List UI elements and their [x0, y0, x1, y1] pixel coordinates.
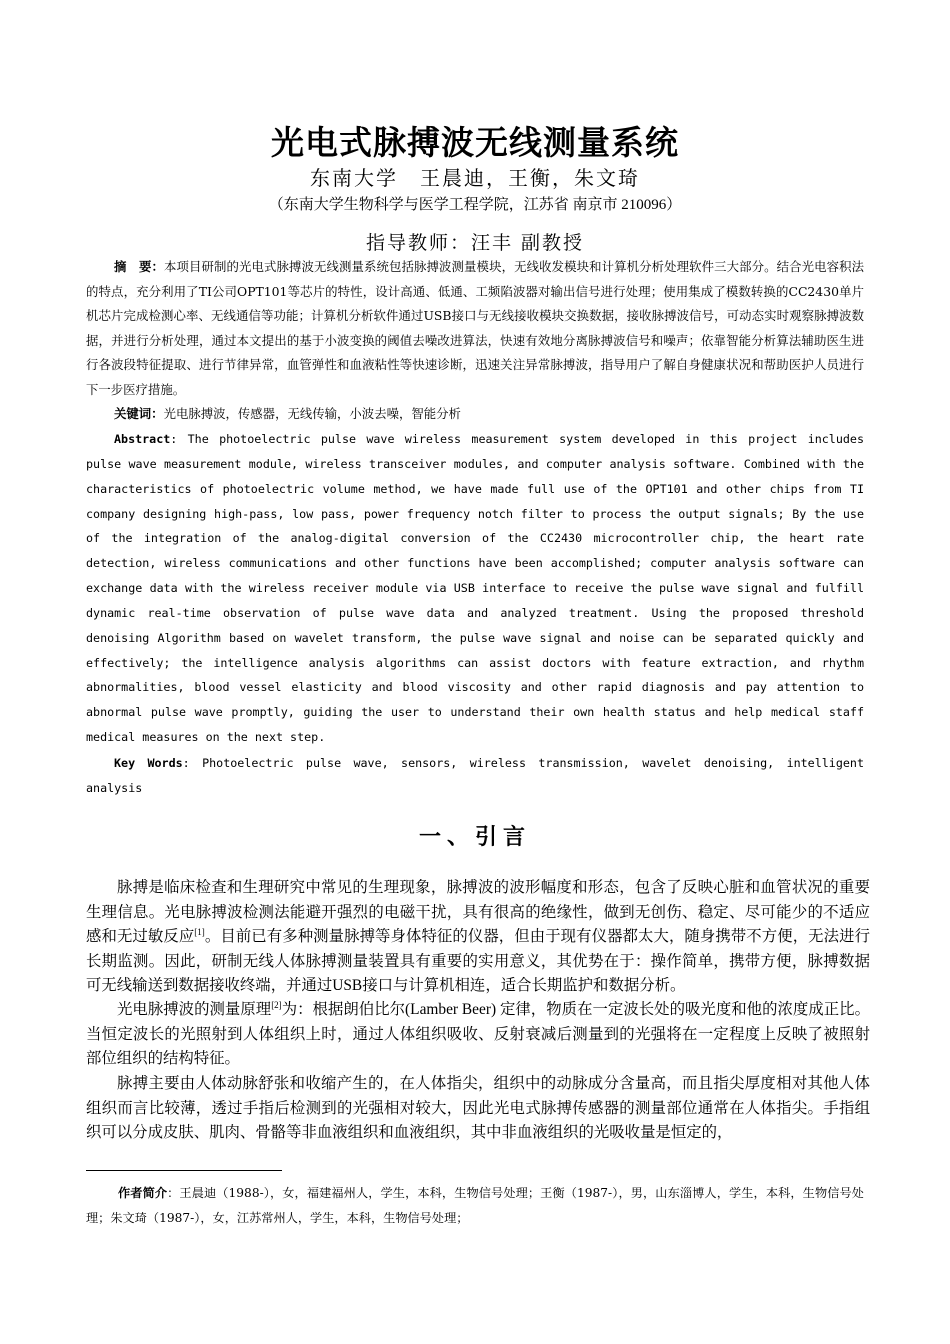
advisor-line: 指导教师：汪丰 副教授 — [365, 232, 585, 254]
footnote-label: 作者简介 — [118, 1186, 168, 1200]
author-footnote — [86, 1181, 864, 1231]
affiliation: （东南大学生物科学与医学工程学院，江苏省 南京市 210096） — [268, 197, 682, 213]
abstract-en-text: : The photoelectric pulse wave wireless measurement system developed in this project includes pulse wave measurement module, wireless transceiver modules, and computer analysis software. Combined with the characteristics of photoelectric volume method, we have made full use of the OPT101 and other chips from TI company designing high-pass, low pass, power frequency notch filter to process the output signals; By the use of the integration of the analog-digital conversion of the CC2430 microcontroller chip, the heart rate detection, wireless communications and other functions have been accomplished; computer analysis software can exchange data with the wireless receiver module via USB interface to receive the pulse wave signal and fulfill dynamic real-time observation of pulse wave data and analyzed treatment. Using the proposed threshold denoising Algorithm based on wavelet transform, the pulse wave signal and noise can be separated quickly and effectively; the intelligence analysis algorithms can assist doctors with feature extraction, and rhythm abnormalities, blood vessel elasticity and blood viscosity and other rapid diagnosis and pay attention to abnormal pulse wave promptly, guiding the user to understand their own health status and help medical staff medical measures on the next step. — [86, 432, 864, 745]
abstract-en-label: Abstract — [114, 432, 171, 446]
keywords-en-text: : Photoelectric pulse wave, sensors, wireless transmission, wavelet denoising, intelligent analysis — [86, 756, 864, 795]
keywords-english — [86, 751, 864, 801]
citation-ref: [1] — [194, 926, 205, 937]
body-paragraph — [86, 876, 870, 999]
citation-ref: [2] — [271, 999, 282, 1010]
abstract-cn-text: 本项目研制的光电式脉搏波无线测量系统包括脉搏波测量模块，无线收发模块和计算机分析处理软件三大部分。结合光电容积法的特点，充分利用了TI公司OPT101等芯片的特性，设计高通、低通、工频陷波器对输出信号进行处理；使用集成了模数转换的CC2430单片机芯片完成检测心率、无线通信等功能；计算机分析软件通过USB接口与无线接收模块交换数据，接收脉搏波信号，可动态实时观察脉搏波数据，并进行分析处理，通过本文提出的基于小波变换的阈值去噪改进算法，快速有效地分离脉搏波信号和噪声；依靠智能分析算法辅助医生进行各波段特征提取、进行节律异常，血管弹性和血液粘性等快速诊断，迅速关注异常脉搏波，指导用户了解自身健康状况和帮助医护人员进行下一步医疗措施。 — [86, 259, 865, 397]
section-heading: 一、引言 — [418, 825, 531, 850]
keywords-cn-label: 关键词： — [114, 406, 164, 421]
footnote-divider — [86, 1170, 282, 1171]
author-line: 东南大学 王晨迪，王衡，朱文琦 — [310, 166, 640, 190]
abstract-english — [86, 427, 864, 750]
body-paragraph — [86, 998, 870, 1072]
footnote-text: ：王晨迪（1988-），女，福建福州人，学生，本科，生物信号处理；王衡（1987-），男，山东淄博人，学生，本科，生物信号处理；朱文琦（1987-），女，江苏常州人，学生，本科，生物信号处理； — [86, 1186, 864, 1225]
abstract-chinese — [86, 255, 864, 403]
paragraph-text: 光电脉搏波的测量原理 — [117, 1001, 272, 1018]
paragraph-text: 脉搏是临床检查和生理研究中常见的生理现象，脉搏波的波形幅度和形态，包含了反映心脏和血管状况的重要生理信息。光电脉搏波检测法能避开强烈的电磁干扰，具有很高的绝缘性，做到无创伤、稳定、尽可能少的不适应感和无过敏反应 — [86, 879, 870, 945]
keywords-chinese — [86, 402, 864, 427]
abstract-cn-label: 摘 要： — [114, 259, 165, 274]
body-paragraph: 脉搏主要由人体动脉舒张和收缩产生的，在人体指尖，组织中的动脉成分含量高，而且指尖厚度相对其他人体组织而言比较薄，透过手指后检测到的光强相对较大，因此光电式脉搏传感器的测量部位通常在人体指尖。手指组织可以分成皮肤、肌肉、骨骼等非血液组织和血液组织，其中非血液组织的光吸收量是恒定的， — [86, 1075, 870, 1141]
paragraph-text: 。目前已有多种测量脉搏等身体特征的仪器，但由于现有仪器都太大，随身携带不方便，无法进行长期监测。因此，研制无线人体脉搏测量装置具有重要的实用意义，其优势在于：操作简单，携带方便，脉搏数据可无线输送到数据接收终端，并通过USB接口与计算机相连，适合长期监护和数据分析。 — [86, 928, 870, 994]
paragraph-text: 为：根据朗伯比尔(Lamber Beer) 定律，物质在一定波长处的吸光度和他的浓度成正比。当恒定波长的光照射到人体组织上时，通过人体组织吸收、反射衰减后测量到的光强将在一定程度上反映了被照射部位组织的结构特征。 — [86, 1001, 870, 1067]
keywords-cn-text: 光电脉搏波，传感器，无线传输，小波去噪，智能分析 — [163, 406, 461, 421]
paper-title: 光电式脉搏波无线测量系统 — [271, 123, 679, 162]
keywords-en-label: Key Words — [114, 756, 183, 770]
